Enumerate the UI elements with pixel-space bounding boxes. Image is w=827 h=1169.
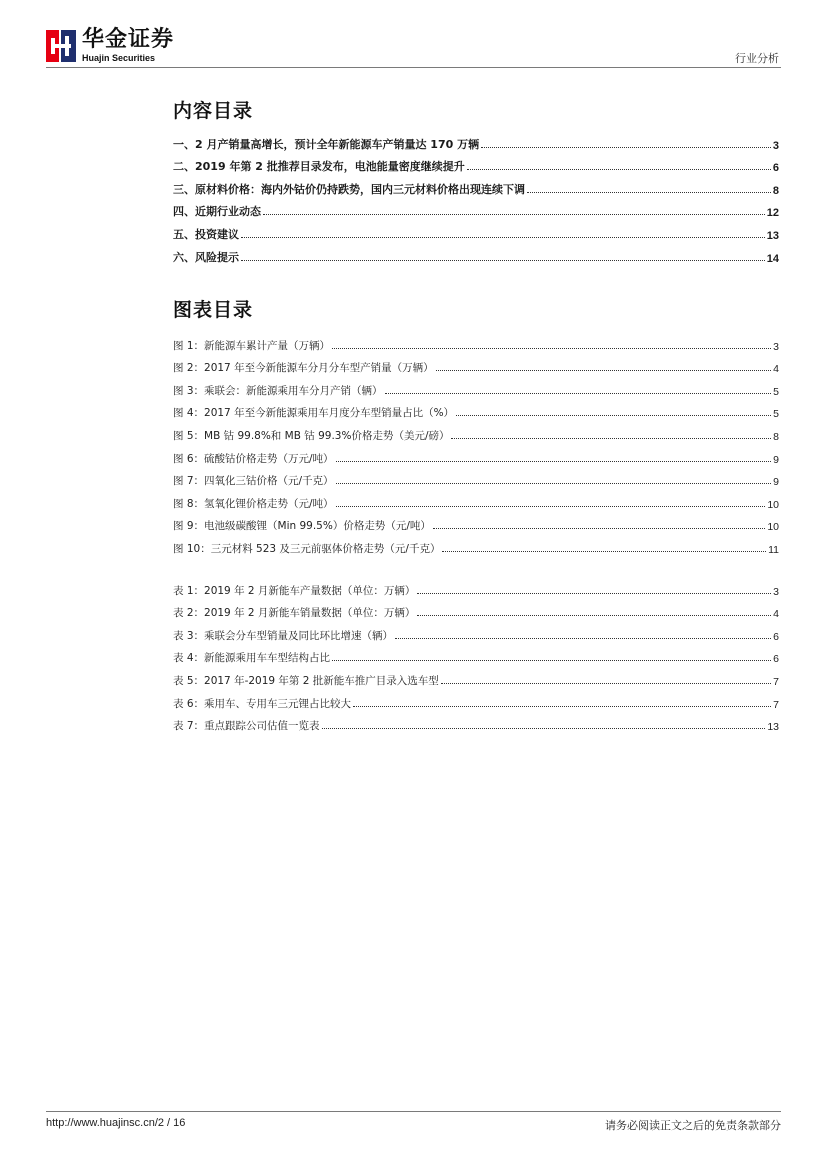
figure-entry-page: 9 — [773, 476, 779, 489]
toc-entry-page: 8 — [772, 184, 779, 197]
figure-entry-page: 10 — [767, 498, 779, 511]
table-entry-page: 3 — [773, 585, 779, 598]
header-divider — [46, 67, 781, 68]
logo-english-name: Huajin Securities — [82, 53, 156, 63]
dot-leader — [322, 728, 766, 729]
toc-entry[interactable] — [173, 174, 779, 197]
dot-leader — [442, 551, 766, 552]
figure-entry[interactable] — [173, 330, 779, 353]
dot-leader — [332, 660, 771, 661]
figure-entry-page: 8 — [773, 430, 779, 443]
contents-title: 内容目录 — [173, 100, 254, 122]
figure-entry[interactable] — [173, 353, 779, 376]
toc-entry[interactable] — [173, 152, 779, 175]
toc-entry-page: 12 — [766, 207, 779, 220]
table-entry-label: 表 7：重点跟踪公司估值一览表 — [173, 720, 320, 733]
table-entry[interactable] — [173, 620, 779, 643]
dot-leader — [336, 483, 772, 484]
dot-leader — [263, 214, 765, 215]
toc-entry-page: 6 — [772, 162, 779, 175]
figure-entry[interactable] — [173, 466, 779, 489]
toc-entry-page: 14 — [766, 252, 779, 265]
table-entry-page: 7 — [773, 698, 779, 711]
figure-entry[interactable] — [173, 443, 779, 466]
figure-entry-label: 图 1：新能源车累计产量（万辆） — [173, 339, 331, 352]
figure-entry[interactable] — [173, 375, 779, 398]
footer-url-page[interactable]: http://www.huajinsc.cn/2 / 16 — [46, 1117, 186, 1129]
dot-leader — [433, 528, 765, 529]
table-entry[interactable] — [173, 665, 779, 688]
footer-disclaimer: 请务必阅读正文之后的免责条款部分 — [605, 1119, 781, 1132]
dot-leader — [467, 169, 771, 170]
dot-leader — [353, 706, 771, 707]
dot-leader — [527, 192, 771, 193]
table-entry[interactable] — [173, 688, 779, 711]
dot-leader — [385, 393, 772, 394]
toc-entry-label: 六、风险提示 — [173, 250, 239, 264]
figure-entry[interactable] — [173, 420, 779, 443]
dot-leader — [417, 615, 771, 616]
toc-entry-label: 二、2019 年第 2 批推荐目录发布，电池能量密度继续提升 — [173, 160, 465, 174]
table-entry-page: 6 — [773, 630, 779, 643]
figure-entry[interactable] — [173, 533, 779, 556]
figure-entry-label: 图 9：电池级碳酸锂（Min 99.5%）价格走势（元/吨） — [173, 520, 431, 533]
table-entry-label: 表 2：2019 年 2 月新能车销量数据（单位：万辆） — [173, 607, 416, 620]
table-entry[interactable] — [173, 575, 779, 598]
figure-entry[interactable] — [173, 488, 779, 511]
figure-entry-page: 5 — [773, 385, 779, 398]
table-entry[interactable] — [173, 711, 779, 734]
table-entry-page: 6 — [773, 653, 779, 666]
figure-entry-label: 图 2：2017 年至今新能源车分月分车型产销量（万辆） — [173, 362, 434, 375]
tables-list — [173, 575, 779, 733]
figure-entry-label: 图 7：四氧化三钴价格（元/千克） — [173, 475, 334, 488]
table-entry-label: 表 4：新能源乘用车车型结构占比 — [173, 652, 331, 665]
dot-leader — [241, 260, 765, 261]
toc-entry-page: 13 — [766, 229, 779, 242]
toc-entry-label: 三、原材料价格：海内外钴价仍持跌势，国内三元材料价格出现连续下调 — [173, 182, 525, 196]
huajin-logo-icon — [46, 30, 76, 62]
figure-entry-page: 4 — [773, 363, 779, 376]
dot-leader — [336, 506, 766, 507]
figure-entry-label: 图 3：乘联会：新能源乘用车分月产销（辆） — [173, 384, 383, 397]
dot-leader — [417, 593, 771, 594]
figure-entry-page: 10 — [767, 521, 779, 534]
figure-entry-page: 9 — [773, 453, 779, 466]
table-entry-label: 表 3：乘联会分车型销量及同比环比增速（辆） — [173, 629, 394, 642]
dot-leader — [456, 415, 771, 416]
figures-list — [173, 330, 779, 556]
dot-leader — [336, 461, 772, 462]
dot-leader — [241, 237, 765, 238]
toc-entry[interactable] — [173, 129, 779, 152]
toc-entry[interactable] — [173, 219, 779, 242]
dot-leader — [451, 438, 771, 439]
toc-entry-label: 四、近期行业动态 — [173, 205, 261, 219]
dot-leader — [436, 370, 772, 371]
table-entry[interactable] — [173, 643, 779, 666]
figure-entry[interactable] — [173, 398, 779, 421]
dot-leader — [481, 147, 771, 148]
table-entry-page: 4 — [773, 608, 779, 621]
figures-title: 图表目录 — [173, 299, 254, 321]
figure-entry-label: 图 10：三元材料 523 及三元前驱体价格走势（元/千克） — [173, 542, 441, 555]
report-type-label: 行业分析 — [735, 52, 779, 65]
figure-entry-page: 3 — [773, 340, 779, 353]
dot-leader — [395, 638, 771, 639]
toc-entry[interactable] — [173, 197, 779, 220]
table-entry-label: 表 1：2019 年 2 月新能车产量数据（单位：万辆） — [173, 584, 416, 597]
footer-divider — [46, 1111, 781, 1112]
table-entry-label: 表 5：2017 年-2019 年第 2 批新能车推广目录入选车型 — [173, 674, 439, 687]
toc-entry-page: 3 — [772, 139, 779, 152]
table-entry-page: 7 — [773, 675, 779, 688]
page-header — [46, 28, 781, 68]
contents-list — [173, 129, 779, 265]
toc-entry-label: 一、2 月产销量高增长，预计全年新能源车产销量达 170 万辆 — [173, 137, 480, 151]
logo-chinese-name: 华金证券 — [82, 27, 175, 52]
figure-entry-page: 5 — [773, 408, 779, 421]
dot-leader — [332, 348, 771, 349]
table-entry[interactable] — [173, 598, 779, 621]
figure-entry-label: 图 6：硫酸钴价格走势（万元/吨） — [173, 452, 334, 465]
figure-entry[interactable] — [173, 511, 779, 534]
figure-entry-label: 图 5：MB 钴 99.8%和 MB 钴 99.3%价格走势（美元/磅） — [173, 429, 450, 442]
toc-entry[interactable] — [173, 242, 779, 265]
table-entry-page: 13 — [767, 721, 779, 734]
table-entry-label: 表 6：乘用车、专用车三元锂占比较大 — [173, 697, 352, 710]
dot-leader — [441, 683, 771, 684]
figure-entry-label: 图 8：氢氧化锂价格走势（元/吨） — [173, 497, 334, 510]
figure-entry-label: 图 4：2017 年至今新能源乘用车月度分车型销量占比（%） — [173, 407, 455, 420]
toc-entry-label: 五、投资建议 — [173, 227, 239, 241]
figure-entry-page: 11 — [768, 543, 779, 556]
